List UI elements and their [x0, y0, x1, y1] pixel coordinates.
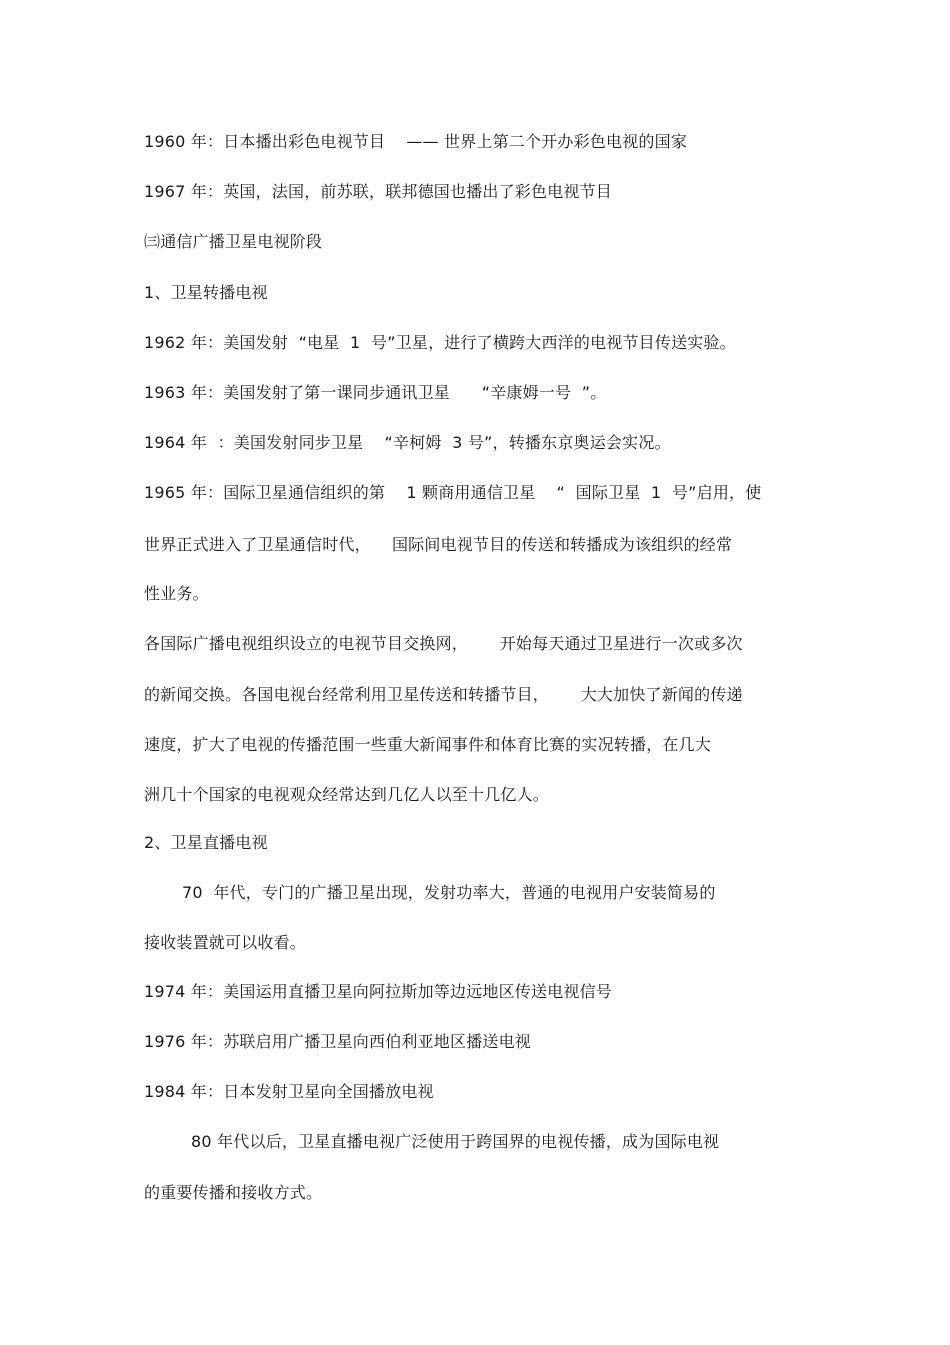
paragraph-70s-line-1: 70 年代，专门的广播卫星出现，发射功率大，普通的电视用户安装简易的 [182, 883, 716, 902]
paragraph-exchange-line-2: 的新闻交换。各国电视台经常利用卫星传送和转播节目， 大大加快了新闻的传递 [144, 685, 743, 704]
text-line-1964: 1964 年 ：美国发射同步卫星 “辛柯姆 3 号”，转播东京奥运会实况。 [144, 433, 671, 452]
text-line-1974: 1974 年：美国运用直播卫星向阿拉斯加等边远地区传送电视信号 [144, 982, 613, 1001]
text-line-1976: 1976 年：苏联启用广播卫星向西伯利亚地区播送电视 [144, 1032, 532, 1051]
paragraph-exchange-line-3: 速度，扩大了电视的传播范围一些重大新闻事件和体育比赛的实况转播，在几大 [144, 735, 712, 754]
text-line-1963: 1963 年：美国发射了第一课同步通讯卫星 “辛康姆一号 ”。 [144, 383, 607, 402]
text-line-1967: 1967 年：英国，法国，前苏联，联邦德国也播出了彩色电视节目 [144, 182, 613, 201]
paragraph-exchange-line-4: 洲几十个国家的电视观众经常达到几亿人以至十几亿人。 [144, 785, 550, 804]
subheading-satellite-relay: 1、卫星转播电视 [144, 283, 268, 302]
paragraph-exchange-line-1: 各国际广播电视组织设立的电视节目交换网， 开始每天通过卫星进行一次或多次 [144, 634, 743, 653]
text-line-1960: 1960 年：日本播出彩色电视节目 —— 世界上第二个开办彩色电视的国家 [144, 132, 688, 151]
text-line-1965-cont-1: 世界正式进入了卫星通信时代， 国际间电视节目的传送和转播成为该组织的经常 [144, 535, 733, 554]
text-line-1965-cont-2: 性业务。 [144, 584, 209, 603]
text-line-1984: 1984 年：日本发射卫星向全国播放电视 [144, 1082, 434, 1101]
subheading-direct-broadcast: 2、卫星直播电视 [144, 833, 268, 852]
paragraph-70s-line-2: 接收装置就可以收看。 [144, 933, 307, 952]
section-heading-satellite-tv: ㈢通信广播卫星电视阶段 [144, 232, 323, 251]
text-line-1965: 1965 年：国际卫星通信组织的第 1 颗商用通信卫星 “ 国际卫星 1 号”启用，使 [144, 483, 762, 502]
paragraph-80s-line-1: 80 年代以后，卫星直播电视广泛使用于跨国界的电视传播，成为国际电视 [191, 1132, 720, 1151]
paragraph-80s-line-2: 的重要传播和接收方式。 [144, 1183, 323, 1202]
text-line-1962: 1962 年：美国发射 “电星 1 号”卫星，进行了横跨大西洋的电视节目传送实验。 [144, 333, 736, 352]
